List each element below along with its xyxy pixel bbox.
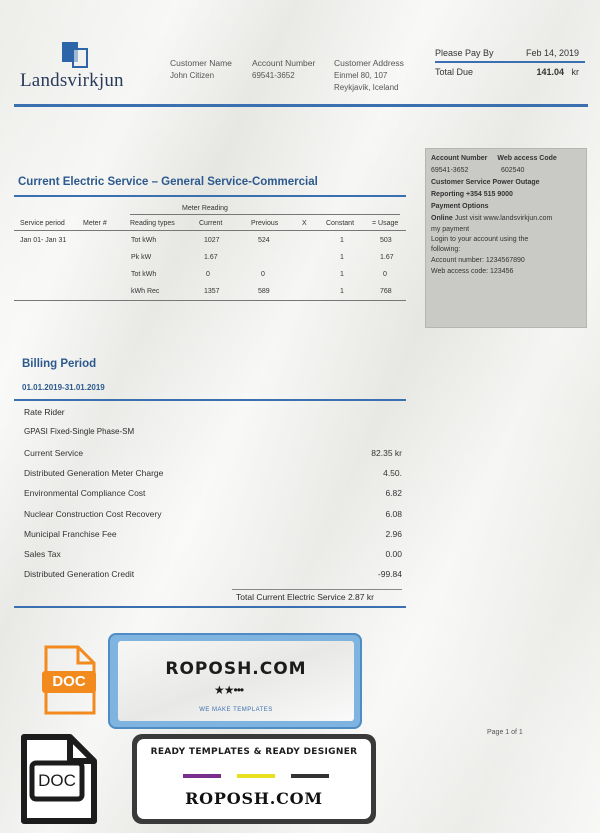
col-current: Current [199, 220, 223, 227]
doc-file-icon [42, 645, 98, 715]
star-rating-icon: ★★••• [214, 683, 244, 697]
panel-online-text: Just visit www.landsvirkjun.com [454, 215, 553, 222]
total-due-label: Total Due [435, 67, 474, 77]
reading-constant: 1 [340, 254, 344, 261]
col-constant: Constant [326, 220, 355, 227]
total-due-value: 141.04 [536, 67, 564, 77]
promo-tagline: WE MAKE TEMPLATES [199, 707, 273, 713]
reading-previous: 589 [258, 288, 270, 295]
panel-reporting-label: Reporting [431, 191, 465, 198]
pay-by-label: Please Pay By [435, 48, 494, 58]
bill-item [24, 529, 402, 539]
promo-banner[interactable] [108, 633, 362, 729]
panel-account-label: Account Number [431, 155, 488, 162]
panel-my-payment: my payment [431, 226, 470, 233]
service-period-value: Jan 01- Jan 31 [20, 237, 67, 244]
promo-ready-text: READY TEMPLATES & READY DESIGNER [150, 747, 358, 757]
bill-item-label: Environmental Compliance Cost [24, 488, 146, 498]
reading-type: Pk kW [131, 254, 152, 261]
account-number: 69541-3652 [252, 71, 295, 80]
bill-item-value: -99.84 [377, 569, 402, 579]
panel-web-value: 602540 [501, 167, 525, 174]
promo-banner-2[interactable] [132, 734, 376, 824]
bill-item-label: Distributed Generation Credit [24, 569, 135, 579]
address-line-2: Reykjavik, Iceland [334, 83, 399, 92]
billing-title: Billing Period [22, 358, 97, 370]
promo-brand: ROPOSH.COM [165, 659, 307, 679]
reading-previous: 524 [258, 237, 270, 244]
billing-bottom-rule [14, 606, 406, 608]
doc-label: DOC [52, 673, 86, 690]
account-number-label: Account Number [252, 58, 316, 68]
reading-current: 1.67 [204, 254, 218, 261]
panel-payment-options: Payment Options [431, 203, 489, 210]
col-reading-types: Reading types [130, 220, 175, 227]
bill-item-value: 82.35 kr [371, 448, 402, 458]
panel-account-line: Account number: 1234567890 [431, 257, 525, 264]
meter-header-line [14, 230, 406, 231]
bill-item [24, 448, 402, 458]
reading-current: 1027 [204, 237, 220, 244]
bill-item [24, 468, 402, 478]
page-indicator: Page 1 of 1 [487, 729, 523, 736]
panel-cs-line: Customer Service Power Outage [431, 179, 540, 186]
panel-login: Login to your account using the [431, 236, 529, 243]
panel-web-line: Web access code: 123456 [431, 268, 514, 275]
panel-online-label: Online [431, 215, 453, 222]
company-logo-icon [62, 42, 88, 68]
doc-file-icon-dark [14, 733, 98, 825]
bill-item-value: 6.08 [385, 509, 402, 519]
reading-type: Tot kWh [131, 237, 157, 244]
panel-reporting-phone: +354 515 9000 [466, 191, 513, 198]
pay-by-row [435, 46, 585, 60]
bill-item-label: Current Service [24, 448, 84, 458]
address-line-1: Einmel 80, 107 [334, 71, 388, 80]
bill-item-label: Nuclear Construction Cost Recovery [24, 509, 162, 519]
panel-account-value: 69541-3652 [431, 167, 469, 174]
pay-by-date: Feb 14, 2019 [525, 48, 579, 58]
company-name: Landsvirkjun [20, 70, 124, 91]
billing-rule [14, 399, 406, 401]
bill-item-value: 0.00 [385, 549, 402, 559]
reading-usage: 503 [380, 237, 392, 244]
service-title: Current Electric Service – General Service-Commercial [18, 176, 318, 188]
doc-label-dark: DOC [38, 771, 76, 790]
bill-item [24, 569, 402, 579]
total-due-row [435, 65, 585, 79]
bill-item [24, 509, 402, 519]
reading-constant: 1 [340, 288, 344, 295]
meter-bottom-line [14, 300, 406, 301]
rate-rider: Rate Rider [24, 407, 65, 417]
reading-constant: 1 [340, 237, 344, 244]
col-service-period: Service period [20, 220, 65, 227]
reading-usage: 0 [383, 271, 387, 278]
reading-usage: 768 [380, 288, 392, 295]
panel-following: following: [431, 246, 461, 253]
customer-name-label: Customer Name [170, 58, 232, 68]
bill-item [24, 549, 402, 559]
col-usage: = Usage [372, 220, 399, 227]
pay-box-rule [435, 61, 585, 63]
service-title-rule [14, 195, 406, 197]
col-x: X [302, 220, 307, 227]
header-divider [14, 104, 588, 107]
bill-item-value: 2.96 [385, 529, 402, 539]
dark-bar [291, 774, 329, 778]
total-line [232, 589, 402, 590]
panel-web-label: Web access Code [497, 155, 557, 162]
bill-item-label: Municipal Franchise Fee [24, 529, 117, 539]
customer-address-label: Customer Address [334, 58, 404, 68]
reading-previous: 0 [261, 271, 265, 278]
reading-type: Tot kWh [131, 271, 157, 278]
meter-group-line [130, 214, 400, 215]
meter-reading-label: Meter Reading [182, 205, 228, 212]
billing-total: Total Current Electric Service 2.87 kr [236, 592, 374, 602]
customer-name: John Citizen [170, 71, 215, 80]
col-meter-number: Meter # [83, 220, 107, 227]
reading-constant: 1 [340, 271, 344, 278]
reading-current: 1357 [204, 288, 220, 295]
rate-gpasi: GPASI Fixed-Single Phase-SM [24, 427, 135, 436]
bill-item-value: 6.82 [385, 488, 402, 498]
bill-item-label: Sales Tax [24, 549, 61, 559]
reading-type: kWh Rec [131, 288, 160, 295]
bill-item-label: Distributed Generation Meter Charge [24, 468, 164, 478]
bill-item [24, 488, 402, 498]
billing-dates: 01.01.2019-31.01.2019 [22, 383, 105, 392]
bill-item-value: 4.50. [383, 468, 402, 478]
promo-brand-2: ROPOSH.COM [185, 789, 323, 808]
total-due-currency: kr [571, 67, 579, 77]
purple-bar [183, 774, 221, 778]
yellow-bar [237, 774, 275, 778]
col-previous: Previous [251, 220, 279, 227]
reading-usage: 1.67 [380, 254, 394, 261]
account-info-panel [425, 148, 587, 328]
reading-current: 0 [206, 271, 210, 278]
payment-summary [435, 46, 585, 79]
